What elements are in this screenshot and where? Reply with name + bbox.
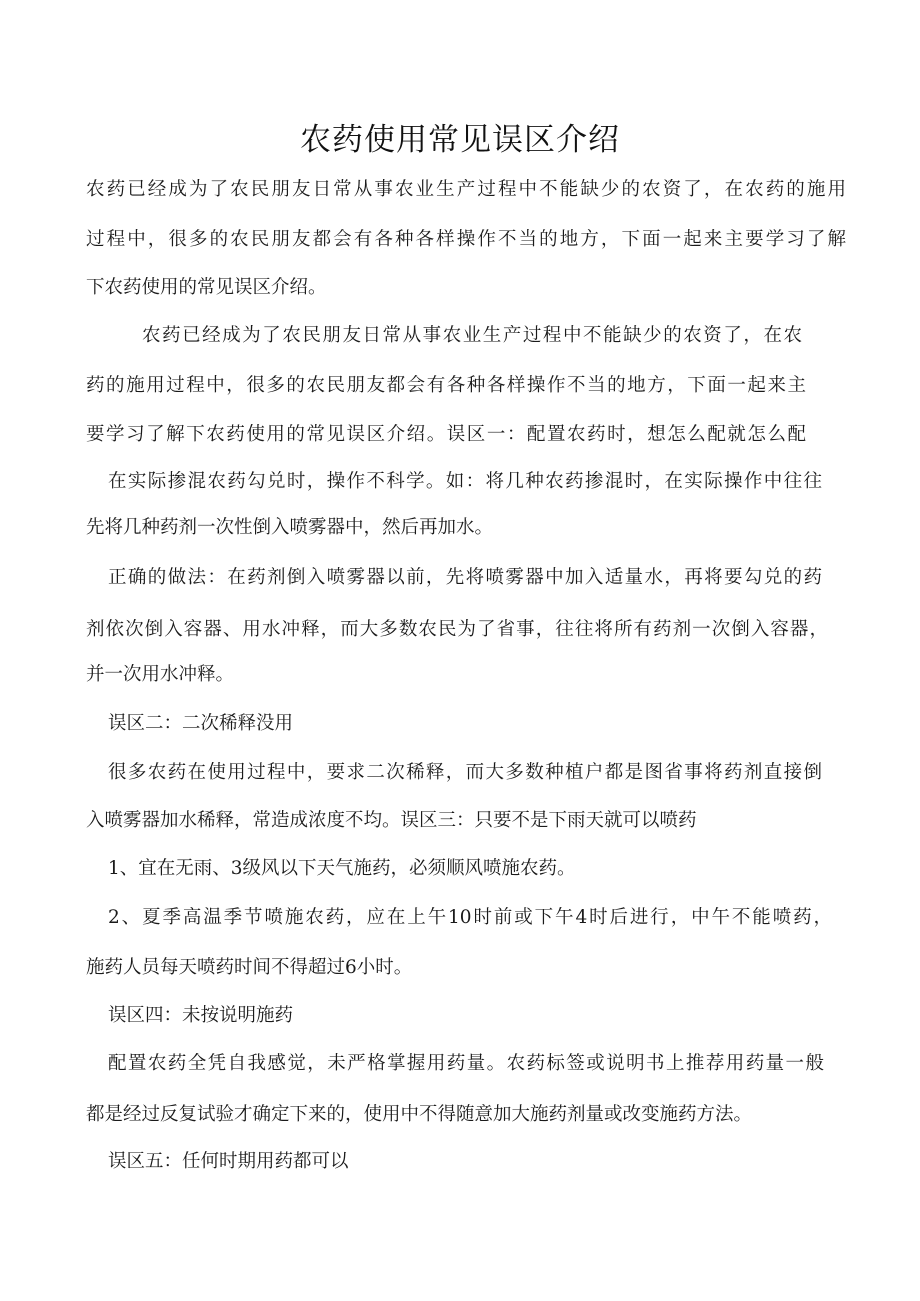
paragraph-line: 在实际掺混农药勾兑时，操作不科学。如：将几种农药掺混时，在实际操作中往往 — [108, 471, 822, 492]
paragraph-line: 都是经过反复试验才确定下来的，使用中不得随意加大施药剂量或改变施药方法。 — [86, 1104, 753, 1125]
section-heading: 误区四：未按说明施药 — [108, 1005, 294, 1026]
list-item: 2、夏季高温季节喷施农药，应在上午10时前或下午4时后进行，中午不能喷药， — [108, 907, 832, 928]
page-title: 农药使用常见误区介绍 — [300, 122, 620, 158]
paragraph-line: 农药已经成为了农民朋友日常从事农业生产过程中不能缺少的农资了，在农药的施用 — [86, 179, 846, 200]
paragraph-line: 正确的做法：在药剂倒入喷雾器以前，先将喷雾器中加入适量水，再将要勾兑的药 — [108, 567, 822, 588]
paragraph-line: 药的施用过程中，很多的农民朋友都会有各种各样操作不当的地方，下面一起来主 — [86, 375, 806, 396]
section-heading: 误区二：二次稀释没用 — [108, 713, 294, 734]
paragraph-line: 农药已经成为了农民朋友日常从事农业生产过程中不能缺少的农资了，在农 — [142, 325, 802, 346]
paragraph-line: 下农药使用的常见误区介绍。 — [86, 277, 327, 298]
section-heading: 误区五：任何时期用药都可以 — [108, 1151, 349, 1172]
paragraph-line: 施药人员每天喷药时间不得超过6小时。 — [86, 957, 413, 978]
paragraph-line: 过程中，很多的农民朋友都会有各种各样操作不当的地方，下面一起来主要学习了解 — [86, 229, 846, 250]
paragraph-line: 先将几种药剂一次性倒入喷雾器中，然后再加水。 — [86, 517, 494, 538]
paragraph-line: 很多农药在使用过程中，要求二次稀释，而大多数种植户都是图省事将药剂直接倒 — [108, 762, 822, 783]
paragraph-line: 并一次用水冲释。 — [86, 664, 235, 685]
paragraph-line: 剂依次倒入容器、用水冲释，而大多数农民为了省事，往往将所有药剂一次倒入容器， — [86, 619, 828, 640]
list-item: 1、宜在无雨、3级风以下天气施药，必须顺风喷施农药。 — [108, 858, 576, 879]
paragraph-line: 入喷雾器加水稀释，常造成浓度不均。误区三：只要不是下雨天就可以喷药 — [86, 810, 697, 831]
paragraph-line: 要学习了解下农药使用的常见误区介绍。误区一：配置农药时，想怎么配就怎么配 — [86, 424, 806, 445]
paragraph-line: 配置农药全凭自我感觉，未严格掌握用药量。农药标签或说明书上推荐用药量一般 — [108, 1053, 824, 1074]
